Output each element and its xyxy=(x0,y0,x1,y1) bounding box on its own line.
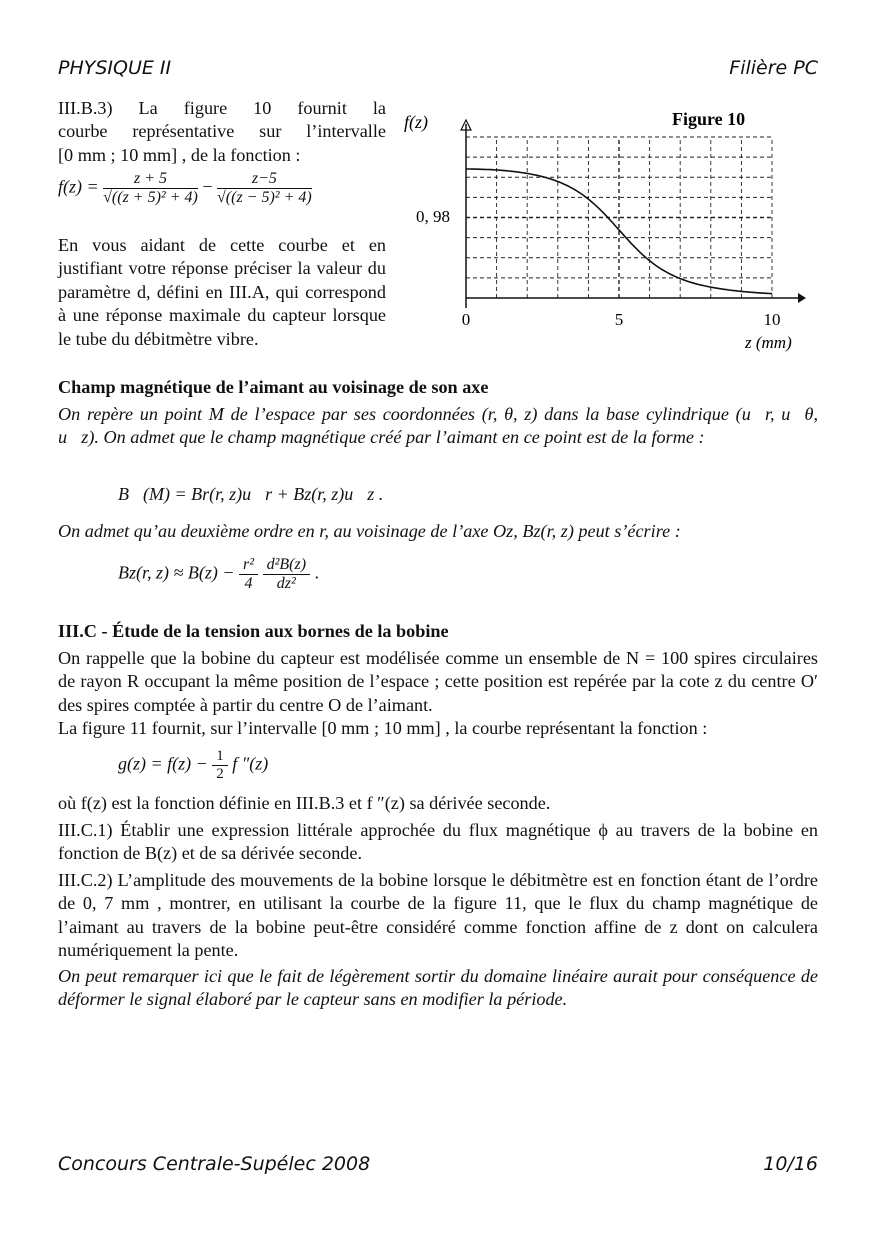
fraction-half xyxy=(212,748,228,783)
fraction-2 xyxy=(217,170,312,207)
chart-grid xyxy=(466,137,772,298)
figure-10-chart xyxy=(400,100,815,360)
equation-minus: − xyxy=(202,176,213,197)
y-tick-label: 0, 98 xyxy=(416,207,450,226)
chart-title: Figure 10 xyxy=(672,109,746,129)
fraction-r2-numerator: r² xyxy=(239,556,258,575)
question-b3-line2: courbe représentative sur l’intervalle xyxy=(58,121,386,142)
fraction-d2B-numerator: d²B(z) xyxy=(263,556,310,575)
equation-B: B⃗(M) = Br(r, z)u⃗r + Bz(r, z)u⃗z . xyxy=(118,484,384,504)
question-c2: III.C.2) L’amplitude des mouvements de la bobine lorsque le débitmètre est en fonction étant de l’ordre de 0, 7 mm , montrer, en utilisant la courbe de la figure 11, que le flux du champ magnétique de l’aimant au travers de la bobine peut-être considéré comme fonction affine de z dont on calculera numériquement la pente. xyxy=(58,870,818,961)
fraction-1-numerator: z + 5 xyxy=(103,170,198,189)
y-axis-label: f(z) xyxy=(404,112,428,132)
fraction-r2-denominator: 4 xyxy=(244,575,253,592)
question-b3 xyxy=(58,97,386,167)
header-left: PHYSIQUE II xyxy=(58,57,172,79)
question-b3-line1: III.B.3) La figure 10 fournit la xyxy=(58,98,386,118)
equation-Bz xyxy=(118,556,319,593)
heading-III-C: III.C - Étude de la tension aux bornes de la bobine xyxy=(58,621,449,641)
question-b3-after: En vous aidant de cette courbe et en justifiant votre réponse préciser la valeur du paramètre d, défini en III.A, qui correspond à une réponse maximale du capteur lorsque le tube du débitmètre vibre. xyxy=(58,235,386,349)
fraction-1-denominator: √((z + 5)² + 4) xyxy=(103,189,198,206)
fraction-half-denominator: 2 xyxy=(216,766,224,782)
question-c1: III.C.1) Établir une expression littérale approchée du flux magnétique ϕ au travers de la bobine en fonction de B(z) et de sa dérivée seconde. xyxy=(58,820,818,864)
footer-right: 10/16 xyxy=(763,1153,818,1175)
closing-italic: On peut remarquer ici que le fait de légèrement sortir du domaine linéaire aurait pour conséquence de déformer le signal élaboré par le capteur sans en modifier la période. xyxy=(58,966,818,1010)
x-axis-arrow xyxy=(798,293,806,303)
second-order-sentence: On admet qu’au deuxième ordre en r, au voisinage de l’axe Oz, Bz(r, z) peut s’écrire : xyxy=(58,521,681,541)
x-tick-label-0: 0 xyxy=(461,310,471,329)
fraction-1 xyxy=(103,170,198,207)
x-axis-label: z (mm) xyxy=(745,333,792,352)
x-tick-label-10: 10 xyxy=(763,310,781,329)
equation-g-rhs: f ″(z) xyxy=(232,753,269,774)
question-b3-line3: [0 mm ; 10 mm] , de la fonction : xyxy=(58,144,301,165)
equation-fz-lhs: f(z) = xyxy=(58,176,99,197)
equation-g-lhs: g(z) = f(z) − xyxy=(118,753,208,774)
fraction-half-numerator: 1 xyxy=(212,748,228,766)
fraction-2-denominator: √((z − 5)² + 4) xyxy=(217,189,312,206)
paragraph-c3: où f(z) est la fonction définie en III.B.3 et f ″(z) sa dérivée seconde. xyxy=(58,793,551,813)
paragraph-c2: La figure 11 fournit, sur l’intervalle [0 mm ; 10 mm] , la courbe représentant la fonction : xyxy=(58,718,708,738)
equation-fz xyxy=(58,170,312,207)
paragraph-c1: On rappelle que la bobine du capteur est modélisée comme un ensemble de N = 100 spires circulaires de rayon R occupant la même position de l’espace ; cette position est repérée par la cote z du centre O′ des spires comptée à partir du centre O de l’aimant. xyxy=(58,648,818,715)
fraction-d2B-denominator: dz² xyxy=(276,575,296,592)
equation-g xyxy=(118,748,268,783)
x-tick-label-5: 5 xyxy=(614,310,624,329)
header-right: Filière PC xyxy=(729,57,818,79)
fraction-2-numerator: z−5 xyxy=(217,170,312,189)
equation-Bz-end: . xyxy=(314,562,320,583)
intro-italic: On repère un point M de l’espace par ses coordonnées (r, θ, z) dans la base cylindrique (u⃗r, u⃗θ, u⃗z). On admet que le champ magnétique créé par l’aimant en ce point est de la forme : xyxy=(58,404,818,448)
fraction-d2B xyxy=(263,556,310,593)
fraction-r2 xyxy=(239,556,258,593)
equation-Bz-lhs: Bz(r, z) ≈ B(z) − xyxy=(118,562,235,583)
section-title: Champ magnétique de l’aimant au voisinage de son axe xyxy=(58,377,489,397)
footer-left: Concours Centrale-Supélec 2008 xyxy=(58,1153,371,1175)
